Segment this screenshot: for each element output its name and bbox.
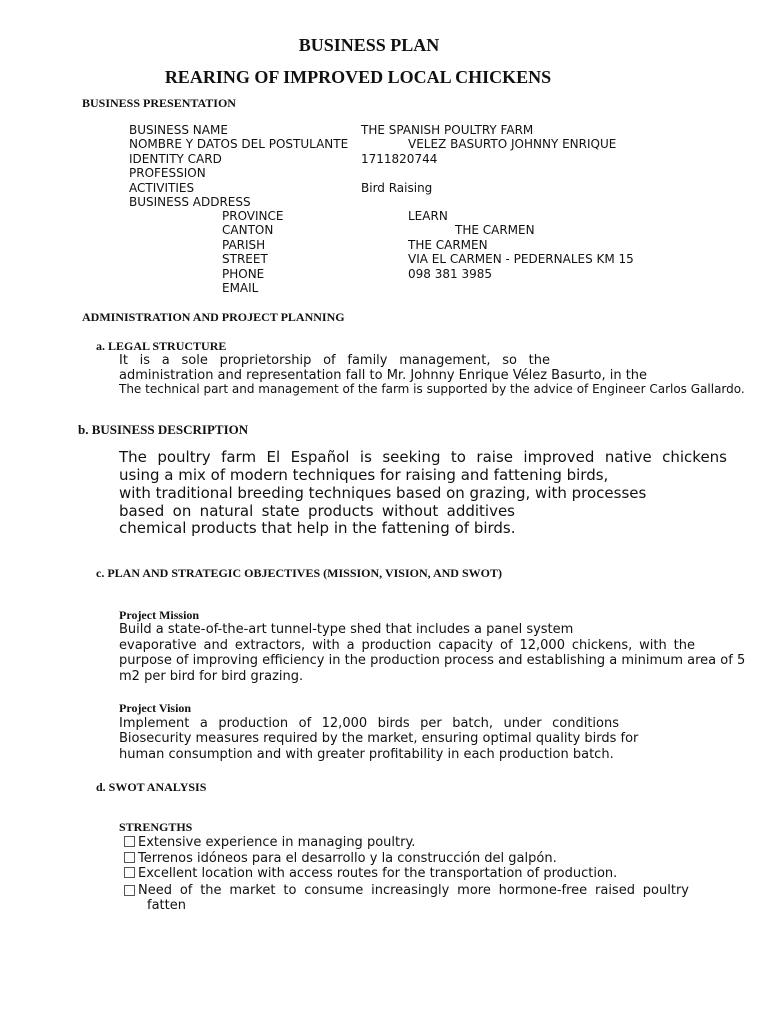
checkbox-bullet-icon (124, 852, 135, 863)
address-value: THE CARMEN (455, 223, 535, 237)
presentation-label: PROFESSION (129, 166, 206, 180)
presentation-value: 1711820744 (361, 152, 438, 166)
address-label: PROVINCE (222, 209, 284, 223)
address-label: STREET (222, 252, 268, 266)
strength-text: Excellent location with access routes for the transportation of production. (138, 866, 618, 881)
legal-structure-text: It is a sole proprietorship of family management, so the (119, 353, 550, 368)
presentation-value: Bird Raising (361, 181, 433, 195)
document-subtitle: REARING OF IMPROVED LOCAL CHICKENS (164, 67, 552, 87)
business-presentation-heading: BUSINESS PRESENTATION (82, 96, 236, 110)
strength-text: Need of the market to consume increasingly more hormone-free raised poultry (138, 883, 689, 898)
strength-item (124, 835, 415, 850)
address-label: PARISH (222, 238, 266, 252)
vision-text: Implement a production of 12,000 birds per batch, under conditions (119, 716, 619, 731)
project-mission-heading: Project Mission (119, 608, 200, 622)
presentation-label: ACTIVITIES (129, 181, 195, 195)
plan-objectives-heading: c. PLAN AND STRATEGIC OBJECTIVES (MISSION, VISION, AND SWOT) (96, 566, 502, 580)
document-title: BUSINESS PLAN (298, 35, 440, 55)
address-value: 098 381 3985 (408, 267, 492, 281)
address-value: THE CARMEN (408, 238, 488, 252)
address-value: LEARN (408, 209, 448, 223)
strength-text: Terrenos idóneos para el desarrollo y la construcción del galpón. (138, 851, 557, 866)
checkbox-bullet-icon (124, 885, 135, 896)
description-text: chemical products that help in the fattening of birds. (119, 519, 516, 537)
address-value: VIA EL CARMEN - PEDERNALES KM 15 (408, 252, 634, 266)
presentation-label: BUSINESS NAME (129, 123, 228, 137)
presentation-value: THE SPANISH POULTRY FARM (361, 123, 534, 137)
description-text: using a mix of modern techniques for raising and fattening birds, (119, 466, 609, 484)
checkbox-bullet-icon (124, 836, 135, 847)
address-label: CANTON (222, 223, 274, 237)
swot-heading: d. SWOT ANALYSIS (96, 780, 207, 794)
project-vision-heading: Project Vision (119, 701, 192, 715)
business-description-heading: b. BUSINESS DESCRIPTION (78, 422, 249, 437)
address-label: EMAIL (222, 281, 259, 295)
presentation-label: IDENTITY CARD (129, 152, 222, 166)
strength-item (124, 866, 617, 881)
mission-text: m2 per bird for bird grazing. (119, 669, 304, 684)
mission-text: Build a state-of-the-art tunnel-type shed that includes a panel system (119, 622, 574, 637)
administration-heading: ADMINISTRATION AND PROJECT PLANNING (82, 310, 345, 324)
vision-text: human consumption and with greater profitability in each production batch. (119, 747, 614, 762)
description-text: with traditional breeding techniques based on grazing, with processes (119, 484, 647, 502)
strength-continuation: fatten (147, 898, 186, 913)
legal-structure-text: administration and representation fall to Mr. Johnny Enrique Vélez Basurto, in the (119, 368, 648, 383)
strength-item (124, 851, 557, 866)
presentation-value: VELEZ BASURTO JOHNNY ENRIQUE (408, 137, 617, 151)
description-text: based on natural state products without additives (119, 502, 515, 520)
strength-text: Extensive experience in managing poultry. (138, 835, 416, 850)
address-label: PHONE (222, 267, 265, 281)
mission-text: purpose of improving efficiency in the production process and establishing a minimum area of 5 (119, 653, 746, 668)
presentation-label: BUSINESS ADDRESS (129, 195, 251, 209)
strengths-heading: STRENGTHS (119, 820, 193, 834)
vision-text: Biosecurity measures required by the market, ensuring optimal quality birds for (119, 731, 639, 746)
presentation-label: NOMBRE Y DATOS DEL POSTULANTE (129, 137, 349, 151)
strength-item (124, 883, 689, 898)
description-text: The poultry farm El Español is seeking to raise improved native chickens (119, 448, 727, 466)
mission-text: evaporative and extractors, with a production capacity of 12,000 chickens, with the (119, 638, 695, 653)
legal-structure-text: The technical part and management of the farm is supported by the advice of Engineer Carlos Gallardo. (119, 382, 745, 396)
legal-structure-heading: a. LEGAL STRUCTURE (96, 339, 227, 353)
checkbox-bullet-icon (124, 867, 135, 878)
